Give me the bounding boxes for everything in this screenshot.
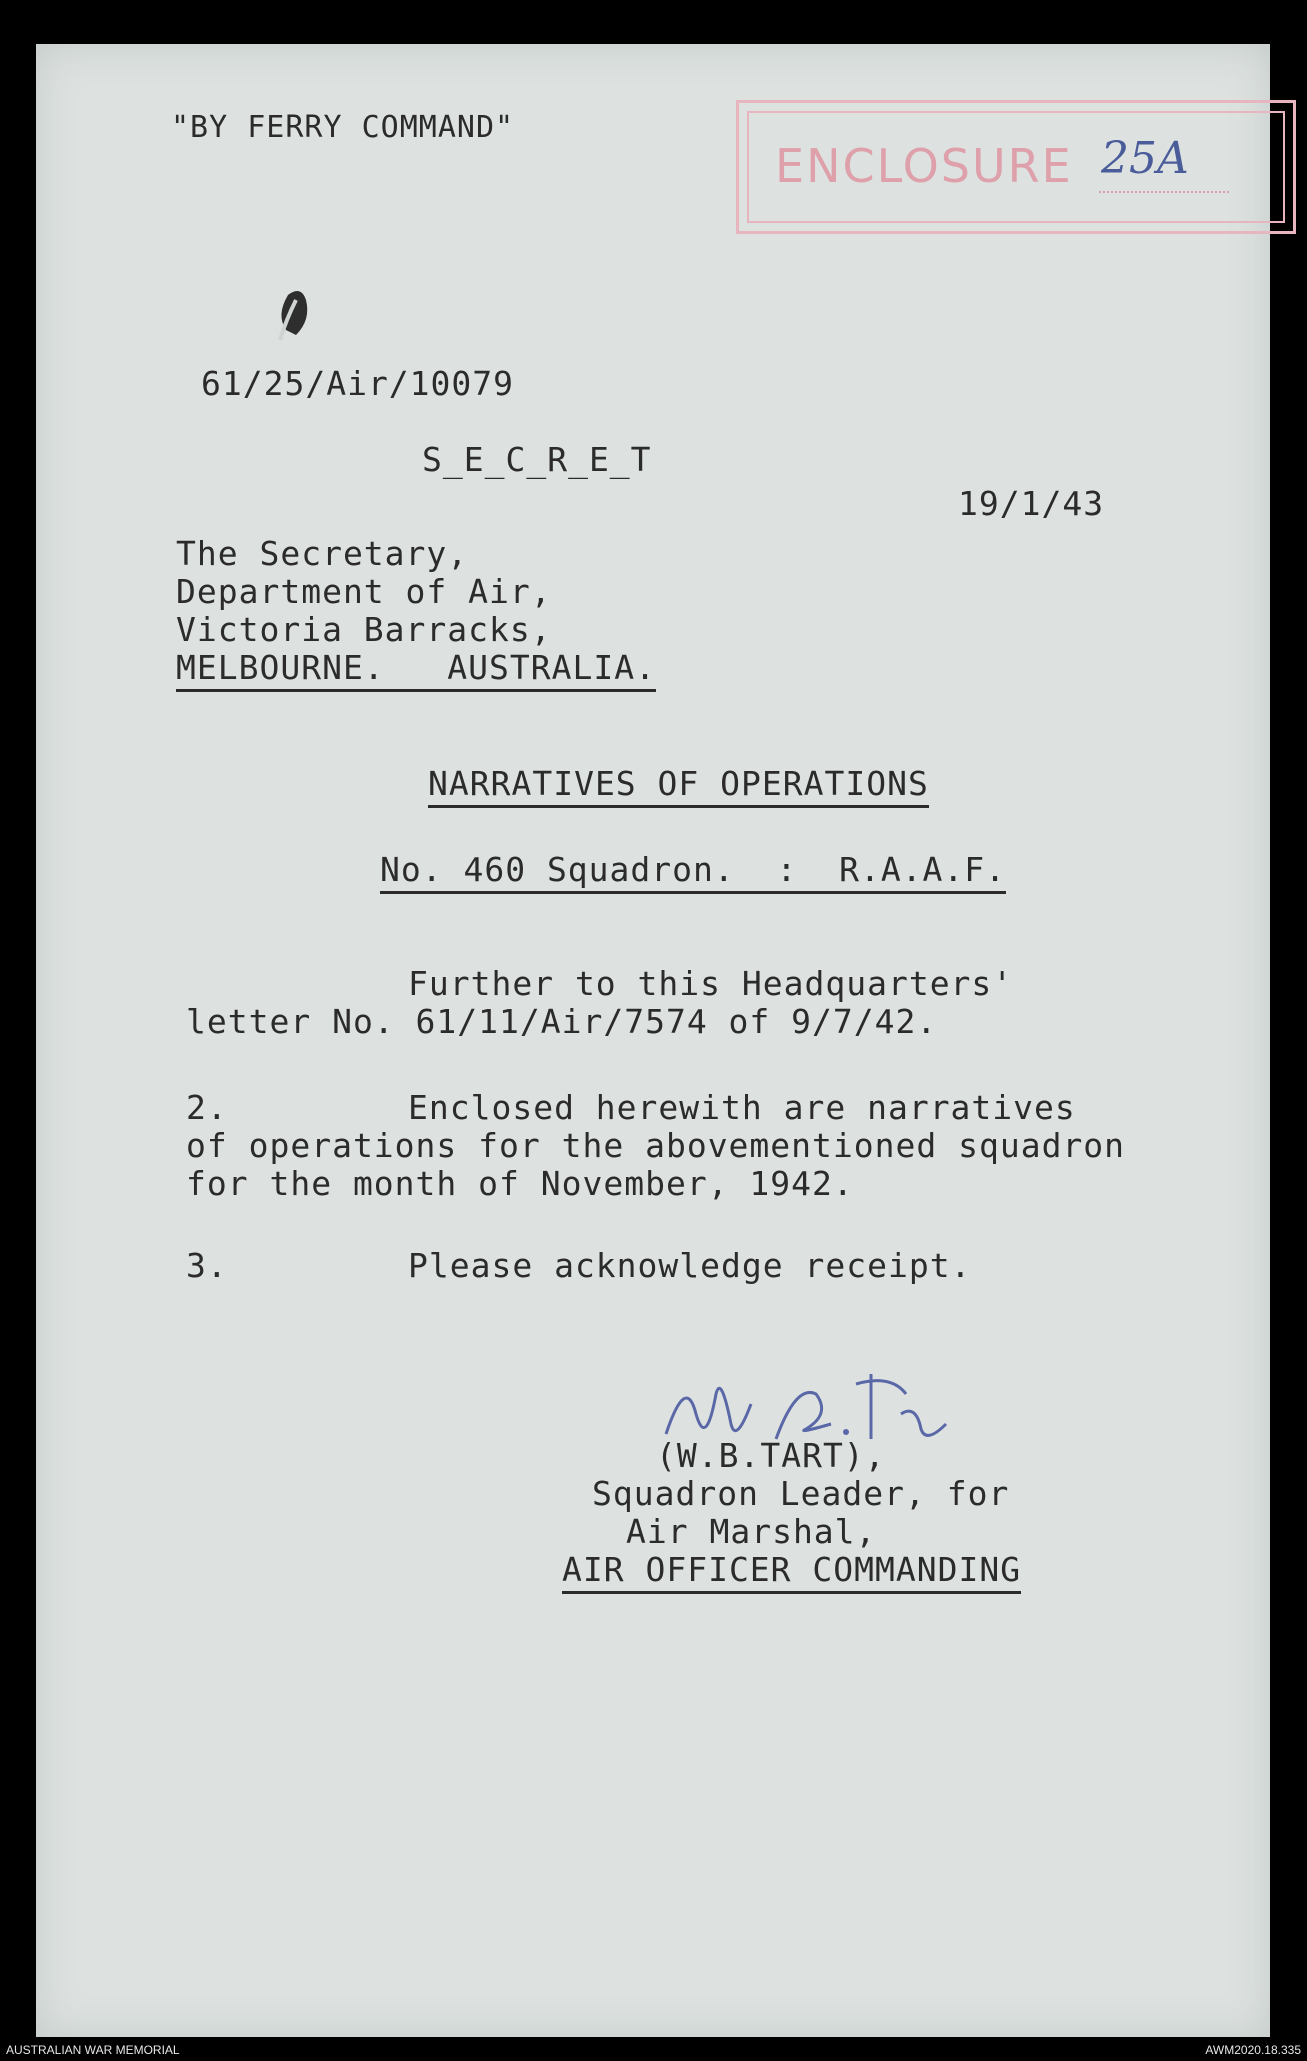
- paragraph-3-number: 3.: [186, 1246, 228, 1285]
- footer-archive-name: AUSTRALIAN WAR MEMORIAL: [6, 2043, 180, 2057]
- paragraph-2-number: 2.: [186, 1088, 228, 1127]
- document-page: [36, 44, 1270, 2037]
- signatory-name: (W.B.TART),: [656, 1436, 886, 1475]
- reference-number: 61/25/Air/10079: [201, 364, 515, 403]
- subject-line-1: NARRATIVES OF OPERATIONS: [428, 764, 929, 808]
- header-note: "BY FERRY COMMAND": [171, 110, 515, 145]
- enclosure-stamp: [736, 100, 1296, 234]
- stamp-number: 25A: [1101, 133, 1189, 184]
- stamp-dotted-line: [1099, 191, 1229, 193]
- footer-item-id: AWM2020.18.335: [1205, 2043, 1301, 2057]
- paragraph-2-line-3: for the month of November, 1942.: [186, 1164, 854, 1203]
- stamp-label: ENCLOSURE: [775, 139, 1073, 193]
- signatory-title: Air Marshal,: [626, 1512, 877, 1551]
- addressee-line-3: Victoria Barracks,: [176, 610, 552, 649]
- paragraph-3-line-1: Please acknowledge receipt.: [408, 1246, 972, 1285]
- signatory-office: AIR OFFICER COMMANDING: [562, 1550, 1021, 1594]
- addressee-line-2: Department of Air,: [176, 572, 552, 611]
- addressee-line-1: The Secretary,: [176, 534, 469, 573]
- signatory-rank: Squadron Leader, for: [592, 1474, 1010, 1513]
- subject-line-2: No. 460 Squadron. : R.A.A.F.: [380, 850, 1006, 894]
- letter-date: 19/1/43: [958, 484, 1105, 523]
- paragraph-2-line-1: Enclosed herewith are narratives: [408, 1088, 1076, 1127]
- classification: S_E_C_R_E_T: [422, 440, 652, 479]
- paragraph-1-line-1: Further to this Headquarters': [408, 964, 1014, 1003]
- paragraph-2-line-2: of operations for the abovementioned squadron: [186, 1126, 1126, 1165]
- addressee-line-4: MELBOURNE. AUSTRALIA.: [176, 648, 656, 692]
- paragraph-1-line-2: letter No. 61/11/Air/7574 of 9/7/42.: [186, 1002, 938, 1041]
- ink-smudge-icon: [266, 280, 326, 350]
